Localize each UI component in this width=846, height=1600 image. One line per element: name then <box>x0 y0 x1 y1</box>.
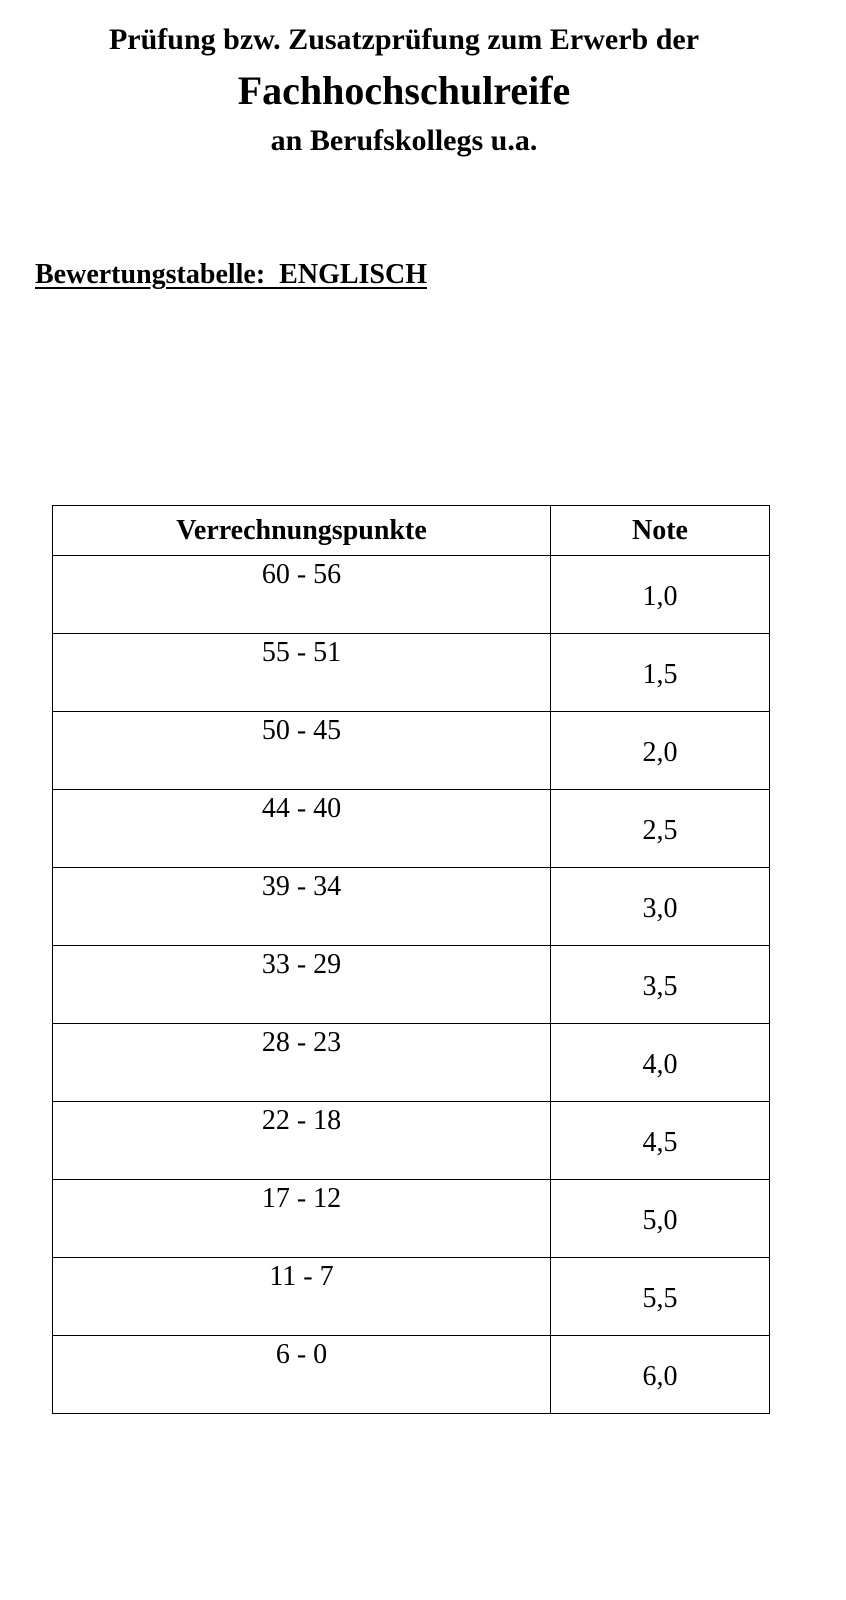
document-title-line-1: Prüfung bzw. Zusatzprüfung zum Erwerb der <box>108 23 700 56</box>
note-value: 4,5 <box>642 1127 678 1158</box>
grading-table <box>52 505 770 1414</box>
points-cell <box>53 556 551 634</box>
document-title-line-3: an Berufskollegs u.a. <box>270 124 538 157</box>
note-cell <box>551 712 770 790</box>
header-note: Note <box>551 506 770 556</box>
points-value: 28 - 23 <box>261 1027 342 1058</box>
header-points: Verrechnungspunkte <box>53 506 551 556</box>
points-cell <box>53 712 551 790</box>
points-value: 22 - 18 <box>261 1105 342 1136</box>
note-cell <box>551 868 770 946</box>
points-value: 44 - 40 <box>261 793 342 824</box>
points-value: 39 - 34 <box>261 871 342 902</box>
note-cell <box>551 790 770 868</box>
note-value: 3,0 <box>642 893 678 924</box>
points-cell <box>53 790 551 868</box>
note-value: 4,0 <box>642 1049 678 1080</box>
note-cell <box>551 1258 770 1336</box>
points-cell <box>53 634 551 712</box>
note-value: 1,0 <box>642 581 678 612</box>
table-row <box>53 712 770 790</box>
table-row <box>53 1102 770 1180</box>
table-row <box>53 868 770 946</box>
table-row <box>53 946 770 1024</box>
table-row <box>53 1258 770 1336</box>
note-value: 5,0 <box>642 1205 678 1236</box>
points-cell <box>53 1336 551 1414</box>
note-cell <box>551 1102 770 1180</box>
points-value: 60 - 56 <box>261 559 342 590</box>
note-cell <box>551 946 770 1024</box>
table-row <box>53 1024 770 1102</box>
note-value: 5,5 <box>642 1283 678 1314</box>
points-cell <box>53 946 551 1024</box>
note-cell <box>551 1024 770 1102</box>
points-value: 11 - 7 <box>269 1261 334 1292</box>
table-row <box>53 790 770 868</box>
note-value: 2,0 <box>642 737 678 768</box>
points-cell <box>53 1024 551 1102</box>
points-value: 50 - 45 <box>261 715 342 746</box>
points-value: 55 - 51 <box>261 637 342 668</box>
note-cell <box>551 1180 770 1258</box>
points-cell <box>53 868 551 946</box>
table-row <box>53 1180 770 1258</box>
note-cell <box>551 1336 770 1414</box>
table-row <box>53 634 770 712</box>
note-value: 1,5 <box>642 659 678 690</box>
table-row <box>53 556 770 634</box>
table-subtitle: Bewertungstabelle: ENGLISCH <box>35 259 427 290</box>
note-cell <box>551 634 770 712</box>
points-cell <box>53 1180 551 1258</box>
note-value: 2,5 <box>642 815 678 846</box>
note-value: 3,5 <box>642 971 678 1002</box>
points-value: 33 - 29 <box>261 949 342 980</box>
points-value: 17 - 12 <box>261 1183 342 1214</box>
table-row <box>53 1336 770 1414</box>
table-header-row <box>53 506 770 556</box>
note-cell <box>551 556 770 634</box>
document-title-main: Fachhochschulreife <box>237 68 571 113</box>
points-value: 6 - 0 <box>275 1339 328 1370</box>
points-cell <box>53 1102 551 1180</box>
note-value: 6,0 <box>642 1361 678 1392</box>
points-cell <box>53 1258 551 1336</box>
